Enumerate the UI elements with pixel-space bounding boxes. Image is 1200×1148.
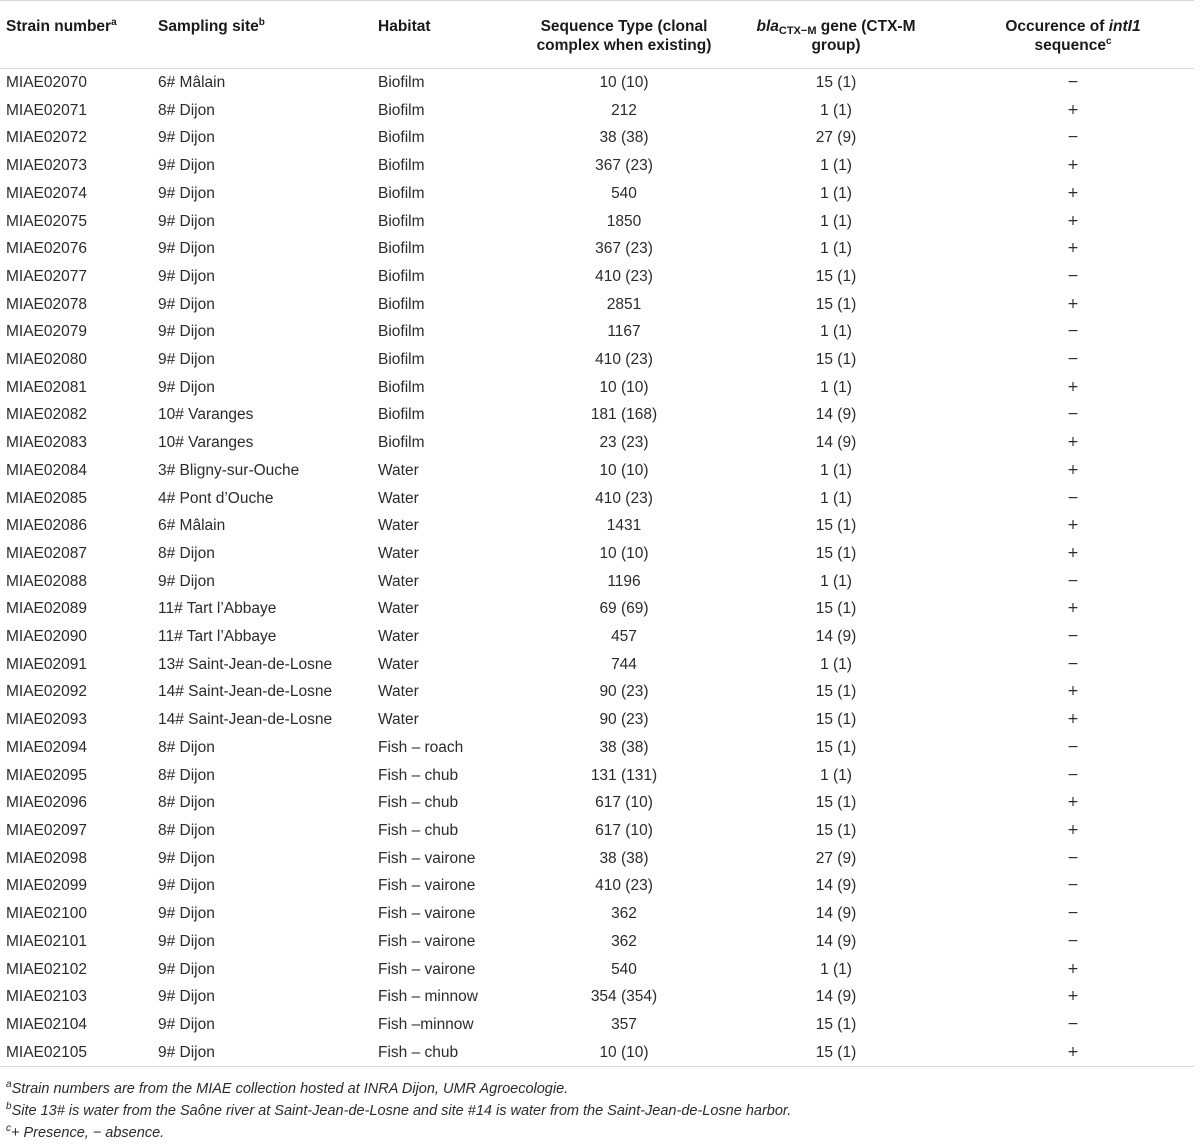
footnote-c: $^c$+ Presence, − absence. [6, 1123, 165, 1141]
cell-habitat: Biofilm [378, 212, 425, 230]
cell-habitat: Fish – chub [378, 794, 459, 812]
cell-sampling-site: 8# Dijon [158, 101, 215, 119]
cell-intl1-occurrence: − [1067, 351, 1079, 368]
table-row [0, 152, 1194, 180]
cell-habitat: Biofilm [378, 267, 425, 285]
cell-ctx-m-group: 1 (1) [820, 489, 852, 507]
cell-sequence-type: 10 (10) [599, 74, 649, 91]
table-row [0, 124, 1194, 152]
cell-habitat: Fish – minnow [378, 988, 478, 1006]
cell-strain-number: MIAE02094 [6, 738, 87, 756]
cell-sequence-type: 1850 [606, 212, 642, 230]
cell-intl1-occurrence: − [1067, 1015, 1079, 1032]
cell-habitat: Water [378, 489, 419, 507]
table-row [0, 762, 1194, 790]
table-row [0, 97, 1194, 125]
cell-habitat: Fish – vairone [378, 849, 476, 867]
cell-sampling-site: 9# Dijon [158, 877, 215, 895]
cell-habitat: Biofilm [378, 323, 425, 341]
table-row [0, 789, 1194, 817]
cell-sequence-type: 410 (23) [595, 489, 653, 507]
cell-strain-number: MIAE02085 [6, 489, 87, 507]
cell-sampling-site: 8# Dijon [158, 766, 215, 784]
cell-habitat: Water [378, 711, 419, 729]
header-sequence-type: Sequence Type (clonal complex when existing) [528, 1, 720, 69]
cell-intl1-occurrence: + [1067, 683, 1079, 700]
cell-habitat: Water [378, 461, 419, 479]
cell-sequence-type: 2851 [606, 295, 642, 313]
cell-ctx-m-group: 1 (1) [820, 212, 852, 230]
cell-sampling-site: 9# Dijon [158, 988, 215, 1006]
cell-sequence-type: 410 (23) [595, 267, 653, 285]
cell-strain-number: MIAE02088 [6, 572, 87, 590]
table-row [0, 512, 1194, 540]
table-row [0, 401, 1194, 429]
cell-habitat: Fish – chub [378, 766, 459, 784]
cell-habitat: Water [378, 628, 419, 646]
cell-ctx-m-group: 14 (9) [815, 628, 857, 646]
cell-ctx-m-group: 14 (9) [815, 877, 857, 895]
cell-sequence-type: 212 [611, 101, 637, 119]
cell-sampling-site: 9# Dijon [158, 351, 215, 369]
table-body [0, 69, 1194, 1067]
cell-sequence-type: 354 (354) [590, 988, 658, 1006]
cell-ctx-m-group: 1 (1) [820, 461, 852, 479]
cell-sampling-site: 9# Dijon [158, 295, 215, 313]
header-intl1-occurrence: Occurence of intI1 sequence$^c$ [952, 1, 1194, 69]
cell-ctx-m-group: 15 (1) [815, 517, 857, 535]
cell-strain-number: MIAE02086 [6, 517, 87, 535]
cell-intl1-occurrence: + [1067, 157, 1079, 174]
cell-intl1-occurrence: + [1067, 461, 1079, 478]
cell-ctx-m-group: 1 (1) [820, 157, 852, 175]
header-bla-ctx-m-gene: bla$_{CTX-M}$ gene (CTX-M group) [720, 1, 952, 69]
cell-habitat: Fish – chub [378, 821, 459, 839]
cell-ctx-m-group: 1 (1) [820, 960, 852, 978]
cell-habitat: Fish – vairone [378, 877, 476, 895]
cell-sequence-type: 457 [611, 628, 637, 646]
cell-intl1-occurrence: + [1067, 988, 1079, 1005]
cell-sampling-site: 9# Dijon [158, 212, 215, 230]
cell-habitat: Biofilm [378, 351, 425, 369]
cell-sampling-site: 9# Dijon [158, 267, 215, 285]
cell-strain-number: MIAE02079 [6, 323, 87, 341]
cell-intl1-occurrence: − [1067, 323, 1079, 340]
footnotes [6, 1078, 1196, 1144]
cell-intl1-occurrence: + [1067, 600, 1079, 617]
table-row [0, 346, 1194, 374]
cell-intl1-occurrence: + [1067, 184, 1079, 201]
cell-intl1-occurrence: + [1067, 821, 1079, 838]
cell-strain-number: MIAE02102 [6, 960, 87, 978]
table-row [0, 1039, 1194, 1067]
cell-ctx-m-group: 1 (1) [820, 184, 852, 202]
cell-strain-number: MIAE02090 [6, 628, 87, 646]
cell-strain-number: MIAE02070 [6, 74, 87, 91]
table-row [0, 485, 1194, 513]
cell-sequence-type: 357 [611, 1015, 637, 1033]
cell-sampling-site: 6# Mâlain [158, 74, 226, 91]
table-header-row [0, 1, 1194, 69]
cell-intl1-occurrence: − [1067, 267, 1079, 284]
cell-strain-number: MIAE02098 [6, 849, 87, 867]
cell-intl1-occurrence: − [1067, 766, 1079, 783]
header-sampling-site: Sampling site$^b$ [158, 1, 378, 69]
cell-ctx-m-group: 1 (1) [820, 766, 852, 784]
cell-sampling-site: 9# Dijon [158, 378, 215, 396]
cell-ctx-m-group: 14 (9) [815, 434, 857, 452]
cell-strain-number: MIAE02105 [0, 1039, 158, 1067]
cell-sampling-site: 14# Saint-Jean-de-Losne [158, 711, 333, 729]
cell-habitat: Biofilm [378, 74, 425, 91]
cell-ctx-m-group: 15 (1) [815, 1015, 857, 1033]
cell-sampling-site: 8# Dijon [158, 821, 215, 839]
table-row [0, 263, 1194, 291]
cell-ctx-m-group: 14 (9) [815, 988, 857, 1006]
cell-strain-number: MIAE02091 [6, 655, 87, 673]
cell-ctx-m-group: 15 (1) [815, 74, 857, 91]
cell-strain-number: MIAE02072 [6, 129, 87, 147]
cell-ctx-m-group: 14 (9) [815, 905, 857, 923]
cell-strain-number: MIAE02093 [6, 711, 87, 729]
cell-intl1-occurrence: + [1067, 101, 1079, 118]
table-row [0, 1011, 1194, 1039]
table-row [0, 568, 1194, 596]
cell-strain-number: MIAE02100 [6, 905, 87, 923]
table-row [0, 374, 1194, 402]
cell-sequence-type: 23 (23) [599, 434, 649, 452]
cell-sampling-site: 9# Dijon [158, 157, 215, 175]
cell-habitat: Water [378, 517, 419, 535]
table-row [0, 429, 1194, 457]
cell-sampling-site: 9# Dijon [158, 905, 215, 923]
cell-strain-number: MIAE02081 [6, 378, 87, 396]
cell-intl1-occurrence: + [1067, 711, 1079, 728]
cell-sampling-site: 9# Dijon [158, 323, 215, 341]
table-row [0, 845, 1194, 873]
table-row [0, 817, 1194, 845]
cell-ctx-m-group: 1 (1) [820, 655, 852, 673]
cell-sequence-type: 1167 [607, 323, 641, 341]
cell-sequence-type: 540 [611, 184, 637, 202]
cell-ctx-m-group: 15 (1) [815, 821, 857, 839]
cell-strain-number: MIAE02071 [6, 101, 87, 119]
table-row [0, 706, 1194, 734]
cell-strain-number: MIAE02092 [6, 683, 87, 701]
cell-habitat: Fish – vairone [378, 932, 476, 950]
cell-sequence-type: 367 (23) [595, 157, 653, 175]
cell-ctx-m-group: 15 (1) [815, 267, 857, 285]
cell-sequence-type: 10 (10) [528, 1039, 720, 1067]
cell-habitat: Biofilm [378, 378, 425, 396]
table-row [0, 69, 1194, 97]
cell-habitat: Water [378, 683, 419, 701]
cell-ctx-m-group: 15 (1) [815, 711, 857, 729]
cell-sampling-site: 9# Dijon [158, 1015, 215, 1033]
cell-sampling-site: 6# Mâlain [158, 517, 226, 535]
cell-sequence-type: 410 (23) [595, 351, 653, 369]
cell-habitat: Biofilm [378, 101, 425, 119]
cell-strain-number: MIAE02097 [6, 821, 87, 839]
table-row [0, 457, 1194, 485]
table-row [0, 900, 1194, 928]
cell-ctx-m-group: 1 (1) [820, 101, 852, 119]
cell-sequence-type: 90 (23) [599, 711, 649, 729]
cell-intl1-occurrence: − [1067, 572, 1079, 589]
cell-intl1-occurrence: + [1067, 544, 1079, 561]
table-row [0, 928, 1194, 956]
table-row [0, 180, 1194, 208]
cell-sequence-type: 38 (38) [599, 129, 649, 147]
cell-habitat: Fish –minnow [378, 1015, 474, 1033]
cell-sampling-site: 9# Dijon [158, 184, 215, 202]
footnote-a: $^a$Strain numbers are from the MIAE collection hosted at INRA Dijon, UMR Agroecologie. [6, 1079, 569, 1097]
table-row [0, 318, 1194, 346]
cell-ctx-m-group: 14 (9) [815, 406, 857, 424]
table-row [0, 983, 1194, 1011]
cell-intl1-occurrence: − [1067, 628, 1079, 645]
cell-sampling-site: 3# Bligny-sur-Ouche [158, 461, 300, 479]
cell-intl1-occurrence: + [1067, 960, 1079, 977]
cell-habitat: Fish – chub [378, 1039, 528, 1067]
cell-habitat: Biofilm [378, 295, 425, 313]
cell-habitat: Fish – roach [378, 738, 464, 756]
cell-sequence-type: 131 (131) [590, 766, 658, 784]
cell-intl1-occurrence: − [1067, 849, 1079, 866]
cell-strain-number: MIAE02096 [6, 794, 87, 812]
cell-intl1-occurrence: + [1067, 212, 1079, 229]
cell-habitat: Biofilm [378, 129, 425, 147]
cell-strain-number: MIAE02087 [6, 544, 87, 562]
cell-ctx-m-group: 15 (1) [815, 351, 857, 369]
table-row [0, 623, 1194, 651]
cell-intl1-occurrence: + [1067, 378, 1079, 395]
cell-habitat: Biofilm [378, 434, 425, 452]
cell-ctx-m-group: 1 (1) [820, 240, 852, 258]
cell-sampling-site: 9# Dijon [158, 1039, 378, 1067]
table-row [0, 540, 1194, 568]
cell-strain-number: MIAE02101 [6, 932, 87, 950]
cell-habitat: Biofilm [378, 184, 425, 202]
cell-sequence-type: 90 (23) [599, 683, 649, 701]
cell-habitat: Water [378, 600, 419, 618]
cell-sampling-site: 4# Pont d’Ouche [158, 489, 274, 507]
cell-habitat: Biofilm [378, 406, 425, 424]
cell-sequence-type: 1196 [607, 572, 641, 590]
cell-intl1-occurrence: + [1067, 240, 1079, 257]
cell-intl1-occurrence: − [1067, 905, 1079, 922]
cell-ctx-m-group: 27 (9) [815, 129, 857, 147]
cell-strain-number: MIAE02095 [6, 766, 87, 784]
cell-intl1-occurrence: − [1067, 406, 1079, 423]
table-row [0, 956, 1194, 984]
cell-ctx-m-group: 27 (9) [815, 849, 857, 867]
cell-strain-number: MIAE02074 [6, 184, 87, 202]
cell-sequence-type: 410 (23) [595, 877, 653, 895]
cell-intl1-occurrence: + [1067, 794, 1079, 811]
cell-sampling-site: 8# Dijon [158, 794, 215, 812]
cell-ctx-m-group: 1 (1) [820, 323, 852, 341]
cell-strain-number: MIAE02075 [6, 212, 87, 230]
cell-intl1-occurrence: − [1067, 877, 1079, 894]
cell-sequence-type: 540 [611, 960, 637, 978]
cell-sequence-type: 69 (69) [599, 600, 649, 618]
cell-habitat: Water [378, 544, 419, 562]
cell-sequence-type: 362 [611, 905, 637, 923]
cell-sequence-type: 617 (10) [595, 821, 653, 839]
cell-intl1-occurrence: − [1067, 738, 1079, 755]
cell-sampling-site: 11# Tart l’Abbaye [158, 628, 277, 646]
cell-intl1-occurrence: − [1067, 129, 1079, 146]
cell-sampling-site: 9# Dijon [158, 129, 215, 147]
table-row [0, 595, 1194, 623]
cell-sampling-site: 10# Varanges [158, 406, 254, 424]
cell-intl1-occurrence: + [1067, 517, 1079, 534]
cell-habitat: Fish – vairone [378, 960, 476, 978]
table-row [0, 734, 1194, 762]
cell-intl1-occurrence: − [1067, 655, 1079, 672]
cell-ctx-m-group: 15 (1) [815, 295, 857, 313]
cell-sequence-type: 38 (38) [599, 849, 649, 867]
cell-sampling-site: 13# Saint-Jean-de-Losne [158, 655, 333, 673]
cell-sequence-type: 617 (10) [595, 794, 653, 812]
cell-ctx-m-group: 15 (1) [815, 683, 857, 701]
cell-habitat: Biofilm [378, 157, 425, 175]
table-row [0, 678, 1194, 706]
table-row [0, 651, 1194, 679]
cell-ctx-m-group: 1 (1) [820, 378, 852, 396]
cell-sampling-site: 10# Varanges [158, 434, 254, 452]
cell-strain-number: MIAE02103 [6, 988, 87, 1006]
cell-strain-number: MIAE02089 [6, 600, 87, 618]
cell-ctx-m-group: 1 (1) [820, 572, 852, 590]
cell-sampling-site: 11# Tart l’Abbaye [158, 600, 277, 618]
table-row [0, 235, 1194, 263]
cell-intl1-occurrence: − [1067, 74, 1079, 90]
cell-intl1-occurrence: − [1067, 932, 1079, 949]
cell-sequence-type: 744 [611, 655, 637, 673]
cell-habitat: Biofilm [378, 240, 425, 258]
cell-sequence-type: 10 (10) [599, 544, 649, 562]
cell-ctx-m-group: 15 (1) [815, 600, 857, 618]
cell-sampling-site: 9# Dijon [158, 849, 215, 867]
cell-intl1-occurrence: + [952, 1039, 1194, 1067]
cell-sampling-site: 9# Dijon [158, 572, 215, 590]
cell-sequence-type: 10 (10) [599, 378, 649, 396]
cell-strain-number: MIAE02076 [6, 240, 87, 258]
cell-strain-number: MIAE02078 [6, 295, 87, 313]
cell-strain-number: MIAE02073 [6, 157, 87, 175]
table-row [0, 208, 1194, 236]
cell-ctx-m-group: 15 (1) [815, 794, 857, 812]
cell-ctx-m-group: 15 (1) [815, 544, 857, 562]
cell-sampling-site: 9# Dijon [158, 240, 215, 258]
cell-sequence-type: 181 (168) [590, 406, 658, 424]
cell-ctx-m-group: 15 (1) [815, 738, 857, 756]
cell-sequence-type: 367 (23) [595, 240, 653, 258]
cell-ctx-m-group: 15 (1) [720, 1039, 952, 1067]
cell-strain-number: MIAE02082 [6, 406, 87, 424]
cell-strain-number: MIAE02084 [6, 461, 87, 479]
cell-strain-number: MIAE02077 [6, 267, 87, 285]
cell-habitat: Water [378, 572, 419, 590]
footnote-b: $^b$Site 13# is water from the Saône river at Saint-Jean-de-Losne and site #14 is water from the Saint-Jean-de-Losne harbor. [6, 1101, 792, 1119]
table-row [0, 872, 1194, 900]
cell-strain-number: MIAE02099 [6, 877, 87, 895]
cell-sampling-site: 9# Dijon [158, 932, 215, 950]
cell-sequence-type: 1431 [606, 517, 642, 535]
cell-sampling-site: 8# Dijon [158, 738, 215, 756]
cell-intl1-occurrence: + [1067, 434, 1079, 451]
table-row [0, 291, 1194, 319]
cell-strain-number: MIAE02104 [6, 1015, 87, 1033]
cell-habitat: Water [378, 655, 419, 673]
cell-intl1-occurrence: + [1067, 295, 1079, 312]
cell-sequence-type: 362 [611, 932, 637, 950]
cell-sampling-site: 14# Saint-Jean-de-Losne [158, 683, 333, 701]
header-habitat: Habitat [378, 1, 528, 69]
cell-sequence-type: 10 (10) [599, 461, 649, 479]
cell-strain-number: MIAE02083 [6, 434, 87, 452]
header-strain-number: Strain number$^a$ [0, 1, 158, 69]
cell-sampling-site: 9# Dijon [158, 960, 215, 978]
cell-strain-number: MIAE02080 [6, 351, 87, 369]
cell-sequence-type: 38 (38) [599, 738, 649, 756]
cell-intl1-occurrence: − [1067, 489, 1079, 506]
cell-habitat: Fish – vairone [378, 905, 476, 923]
cell-sampling-site: 8# Dijon [158, 544, 215, 562]
cell-ctx-m-group: 14 (9) [815, 932, 857, 950]
